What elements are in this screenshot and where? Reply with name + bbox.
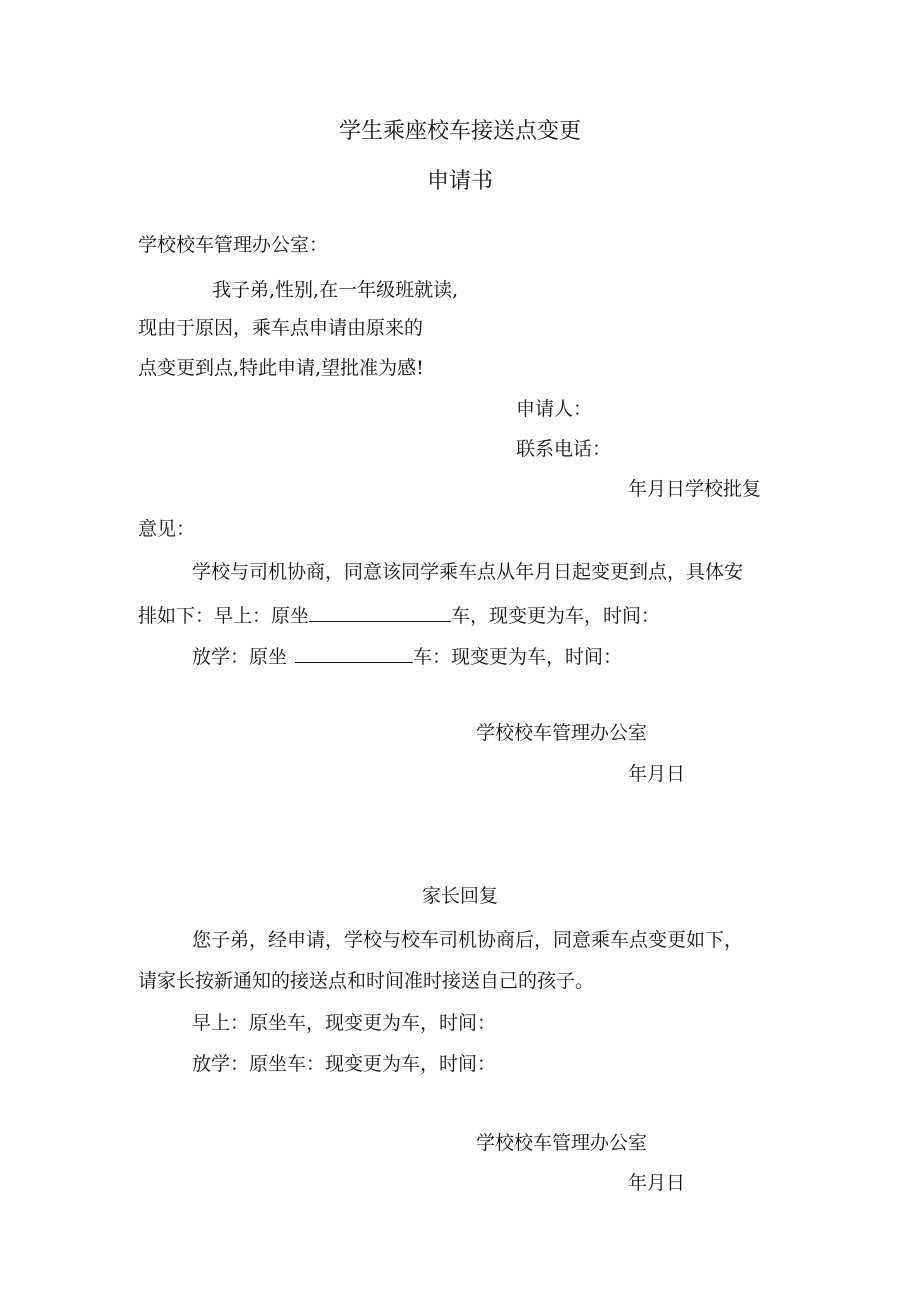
morning-blank-underline xyxy=(309,603,451,622)
school-signature: 学校校车管理办公室 xyxy=(476,722,648,744)
phone-label: 联系电话： xyxy=(516,438,612,460)
parent-reply-heading: 家长回复 xyxy=(421,885,498,907)
parent-reply-para-line-1: 您子弟，经申请，学校与校车司机协商后，同意乘车点变更如下， xyxy=(192,929,744,951)
school-reply-afternoon-suffix: 车：现变更为车，时间： xyxy=(413,646,623,668)
school-signature-date: 年月日 xyxy=(628,763,686,785)
application-body-line-3: 点变更到点,特此申请,望批准为感! xyxy=(138,357,424,379)
school-reply-morning-suffix: 车，现变更为车，时间： xyxy=(451,605,661,627)
document-title: 学生乘座校车接送点变更 xyxy=(338,119,581,144)
school-reply-morning-line xyxy=(138,603,660,628)
school-reply-para-line-1: 学校与司机协商，同意该同学乘车点从年月日起变更到点，具体安 xyxy=(192,561,744,583)
school-reply-heading: 年月日学校批复 xyxy=(628,478,762,500)
parent-reply-date: 年月日 xyxy=(628,1172,686,1194)
application-body-line-1: 我子弟,性别,在一年级班就读, xyxy=(212,279,459,301)
parent-reply-para-line-2: 请家长按新通知的接送点和时间准时接送自己的孩子。 xyxy=(138,970,595,992)
application-body-line-2: 现由于原因，乘车点申请由原来的 xyxy=(138,317,424,339)
parent-reply-signature: 学校校车管理办公室 xyxy=(476,1132,648,1154)
addressee: 学校校车管理办公室： xyxy=(138,234,329,256)
afternoon-blank-underline xyxy=(295,644,413,663)
parent-reply-afternoon: 放学：原坐车：现变更为车，时间： xyxy=(192,1053,497,1075)
school-reply-heading-cont: 意见： xyxy=(138,518,196,540)
school-reply-afternoon-line xyxy=(192,644,622,669)
school-reply-afternoon-prefix: 放学：原坐 xyxy=(192,646,288,668)
school-reply-morning-prefix: 排如下：早上：原坐 xyxy=(138,605,310,627)
document-subtitle: 申请书 xyxy=(426,169,493,194)
parent-reply-morning: 早上：原坐车，现变更为车，时间： xyxy=(192,1012,497,1034)
applicant-label: 申请人： xyxy=(516,398,593,420)
